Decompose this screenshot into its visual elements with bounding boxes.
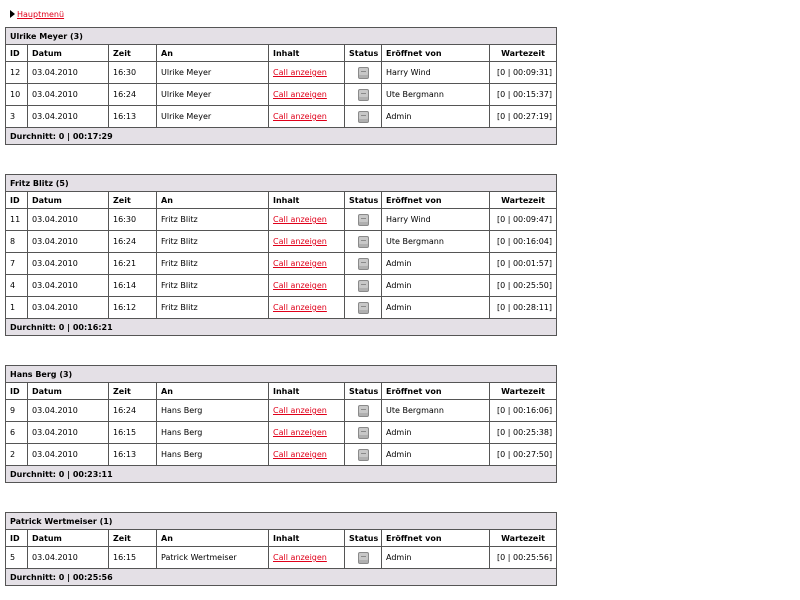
cell-eroeffnet: Admin bbox=[382, 547, 490, 569]
cell-datum: 03.04.2010 bbox=[28, 253, 109, 275]
column-header-id: ID bbox=[6, 192, 28, 209]
cell-wartezeit: [0 | 00:16:06] bbox=[490, 400, 557, 422]
show-call-link[interactable]: Call anzeigen bbox=[273, 237, 327, 246]
cell-eroeffnet: Admin bbox=[382, 297, 490, 319]
group-title: Ulrike Meyer (3) bbox=[6, 28, 557, 45]
cell-eroeffnet: Ute Bergmann bbox=[382, 84, 490, 106]
column-header-an: An bbox=[157, 45, 269, 62]
cell-datum: 03.04.2010 bbox=[28, 297, 109, 319]
cell-id: 2 bbox=[6, 444, 28, 466]
table-row bbox=[6, 106, 557, 128]
main-menu-link[interactable]: Hauptmenü bbox=[17, 9, 65, 19]
lock-icon bbox=[358, 427, 369, 439]
show-call-link[interactable]: Call anzeigen bbox=[273, 428, 327, 437]
cell-an: Hans Berg bbox=[157, 444, 269, 466]
cell-wartezeit: [0 | 00:09:31] bbox=[490, 62, 557, 84]
cell-an: Patrick Wertmeiser bbox=[157, 547, 269, 569]
column-header-wartezeit: Wartezeit bbox=[490, 192, 557, 209]
cell-zeit: 16:14 bbox=[109, 275, 157, 297]
cell-inhalt bbox=[269, 106, 345, 128]
table-row bbox=[6, 422, 557, 444]
group-title: Hans Berg (3) bbox=[6, 366, 557, 383]
show-call-link[interactable]: Call anzeigen bbox=[273, 281, 327, 290]
cell-id: 7 bbox=[6, 253, 28, 275]
lock-icon bbox=[358, 449, 369, 461]
cell-zeit: 16:12 bbox=[109, 297, 157, 319]
lock-icon bbox=[358, 236, 369, 248]
cell-id: 10 bbox=[6, 84, 28, 106]
column-header-inhalt: Inhalt bbox=[269, 192, 345, 209]
cell-status bbox=[345, 84, 382, 106]
cell-datum: 03.04.2010 bbox=[28, 209, 109, 231]
column-header-id: ID bbox=[6, 383, 28, 400]
cell-inhalt bbox=[269, 209, 345, 231]
column-header-zeit: Zeit bbox=[109, 192, 157, 209]
column-header-an: An bbox=[157, 383, 269, 400]
cell-wartezeit: [0 | 00:28:11] bbox=[490, 297, 557, 319]
column-header-eroeffnet: Eröffnet von bbox=[382, 192, 490, 209]
cell-zeit: 16:30 bbox=[109, 62, 157, 84]
column-header-inhalt: Inhalt bbox=[269, 530, 345, 547]
column-header-datum: Datum bbox=[28, 383, 109, 400]
call-group-table bbox=[5, 512, 557, 586]
cell-inhalt bbox=[269, 253, 345, 275]
lock-icon bbox=[358, 214, 369, 226]
cell-eroeffnet: Ute Bergmann bbox=[382, 400, 490, 422]
cell-datum: 03.04.2010 bbox=[28, 84, 109, 106]
cell-id: 9 bbox=[6, 400, 28, 422]
cell-wartezeit: [0 | 00:16:04] bbox=[490, 231, 557, 253]
cell-an: Fritz Blitz bbox=[157, 231, 269, 253]
cell-an: Ulrike Meyer bbox=[157, 62, 269, 84]
cell-datum: 03.04.2010 bbox=[28, 275, 109, 297]
column-header-status: Status bbox=[345, 192, 382, 209]
cell-id: 1 bbox=[6, 297, 28, 319]
cell-inhalt bbox=[269, 422, 345, 444]
table-row bbox=[6, 231, 557, 253]
cell-eroeffnet: Admin bbox=[382, 444, 490, 466]
cell-an: Hans Berg bbox=[157, 400, 269, 422]
table-row bbox=[6, 84, 557, 106]
group-average: Durchnitt: 0 | 00:23:11 bbox=[6, 466, 557, 483]
cell-datum: 03.04.2010 bbox=[28, 444, 109, 466]
cell-status bbox=[345, 106, 382, 128]
column-header-wartezeit: Wartezeit bbox=[490, 45, 557, 62]
cell-zeit: 16:24 bbox=[109, 84, 157, 106]
group-title: Fritz Blitz (5) bbox=[6, 175, 557, 192]
lock-icon bbox=[358, 258, 369, 270]
cell-eroeffnet: Harry Wind bbox=[382, 209, 490, 231]
show-call-link[interactable]: Call anzeigen bbox=[273, 215, 327, 224]
show-call-link[interactable]: Call anzeigen bbox=[273, 553, 327, 562]
column-header-datum: Datum bbox=[28, 530, 109, 547]
cell-id: 3 bbox=[6, 106, 28, 128]
column-header-id: ID bbox=[6, 530, 28, 547]
cell-status bbox=[345, 547, 382, 569]
column-header-id: ID bbox=[6, 45, 28, 62]
cell-wartezeit: [0 | 00:15:37] bbox=[490, 84, 557, 106]
cell-status bbox=[345, 297, 382, 319]
cell-wartezeit: [0 | 00:25:56] bbox=[490, 547, 557, 569]
table-row bbox=[6, 62, 557, 84]
table-row bbox=[6, 209, 557, 231]
call-group-table bbox=[5, 174, 557, 336]
cell-inhalt bbox=[269, 444, 345, 466]
cell-datum: 03.04.2010 bbox=[28, 62, 109, 84]
triangle-right-icon bbox=[10, 10, 15, 18]
cell-status bbox=[345, 275, 382, 297]
cell-wartezeit: [0 | 00:25:50] bbox=[490, 275, 557, 297]
cell-wartezeit: [0 | 00:09:47] bbox=[490, 209, 557, 231]
cell-datum: 03.04.2010 bbox=[28, 231, 109, 253]
cell-inhalt bbox=[269, 275, 345, 297]
cell-zeit: 16:15 bbox=[109, 422, 157, 444]
cell-zeit: 16:24 bbox=[109, 231, 157, 253]
cell-an: Fritz Blitz bbox=[157, 275, 269, 297]
lock-icon bbox=[358, 405, 369, 417]
cell-eroeffnet: Admin bbox=[382, 253, 490, 275]
cell-status bbox=[345, 422, 382, 444]
show-call-link[interactable]: Call anzeigen bbox=[273, 450, 327, 459]
cell-zeit: 16:24 bbox=[109, 400, 157, 422]
column-header-eroeffnet: Eröffnet von bbox=[382, 45, 490, 62]
table-row bbox=[6, 253, 557, 275]
cell-zeit: 16:21 bbox=[109, 253, 157, 275]
cell-an: Fritz Blitz bbox=[157, 209, 269, 231]
group-average: Durchnitt: 0 | 00:25:56 bbox=[6, 569, 557, 586]
cell-zeit: 16:13 bbox=[109, 444, 157, 466]
cell-id: 4 bbox=[6, 275, 28, 297]
cell-wartezeit: [0 | 00:27:50] bbox=[490, 444, 557, 466]
column-header-inhalt: Inhalt bbox=[269, 45, 345, 62]
cell-datum: 03.04.2010 bbox=[28, 400, 109, 422]
column-header-eroeffnet: Eröffnet von bbox=[382, 530, 490, 547]
column-header-an: An bbox=[157, 530, 269, 547]
column-header-wartezeit: Wartezeit bbox=[490, 383, 557, 400]
cell-status bbox=[345, 400, 382, 422]
lock-icon bbox=[358, 280, 369, 292]
show-call-link[interactable]: Call anzeigen bbox=[273, 406, 327, 415]
show-call-link[interactable]: Call anzeigen bbox=[273, 303, 327, 312]
group-title: Patrick Wertmeiser (1) bbox=[6, 513, 557, 530]
lock-icon bbox=[358, 111, 369, 123]
column-header-wartezeit: Wartezeit bbox=[490, 530, 557, 547]
column-header-status: Status bbox=[345, 383, 382, 400]
lock-icon bbox=[358, 67, 369, 79]
cell-inhalt bbox=[269, 231, 345, 253]
cell-eroeffnet: Ute Bergmann bbox=[382, 231, 490, 253]
cell-id: 8 bbox=[6, 231, 28, 253]
table-row bbox=[6, 444, 557, 466]
group-average: Durchnitt: 0 | 00:16:21 bbox=[6, 319, 557, 336]
cell-wartezeit: [0 | 00:25:38] bbox=[490, 422, 557, 444]
call-group-table bbox=[5, 365, 557, 483]
cell-an: Fritz Blitz bbox=[157, 253, 269, 275]
cell-datum: 03.04.2010 bbox=[28, 547, 109, 569]
lock-icon bbox=[358, 89, 369, 101]
column-header-status: Status bbox=[345, 530, 382, 547]
column-header-datum: Datum bbox=[28, 45, 109, 62]
table-row bbox=[6, 547, 557, 569]
lock-icon bbox=[358, 552, 369, 564]
cell-status bbox=[345, 62, 382, 84]
group-average: Durchnitt: 0 | 00:17:29 bbox=[6, 128, 557, 145]
column-header-zeit: Zeit bbox=[109, 383, 157, 400]
cell-datum: 03.04.2010 bbox=[28, 422, 109, 444]
cell-an: Hans Berg bbox=[157, 422, 269, 444]
cell-inhalt bbox=[269, 400, 345, 422]
cell-eroeffnet: Harry Wind bbox=[382, 62, 490, 84]
column-header-eroeffnet: Eröffnet von bbox=[382, 383, 490, 400]
cell-status bbox=[345, 253, 382, 275]
column-header-status: Status bbox=[345, 45, 382, 62]
cell-wartezeit: [0 | 00:01:57] bbox=[490, 253, 557, 275]
lock-icon bbox=[358, 302, 369, 314]
table-row bbox=[6, 275, 557, 297]
cell-eroeffnet: Admin bbox=[382, 106, 490, 128]
show-call-link[interactable]: Call anzeigen bbox=[273, 112, 327, 121]
cell-id: 5 bbox=[6, 547, 28, 569]
cell-id: 6 bbox=[6, 422, 28, 444]
cell-wartezeit: [0 | 00:27:19] bbox=[490, 106, 557, 128]
show-call-link[interactable]: Call anzeigen bbox=[273, 90, 327, 99]
cell-id: 11 bbox=[6, 209, 28, 231]
column-header-zeit: Zeit bbox=[109, 530, 157, 547]
cell-status bbox=[345, 209, 382, 231]
cell-an: Fritz Blitz bbox=[157, 297, 269, 319]
cell-an: Ulrike Meyer bbox=[157, 84, 269, 106]
cell-inhalt bbox=[269, 62, 345, 84]
column-header-zeit: Zeit bbox=[109, 45, 157, 62]
cell-eroeffnet: Admin bbox=[382, 275, 490, 297]
show-call-link[interactable]: Call anzeigen bbox=[273, 259, 327, 268]
table-row bbox=[6, 400, 557, 422]
cell-an: Ulrike Meyer bbox=[157, 106, 269, 128]
table-row bbox=[6, 297, 557, 319]
cell-zeit: 16:13 bbox=[109, 106, 157, 128]
cell-datum: 03.04.2010 bbox=[28, 106, 109, 128]
cell-id: 12 bbox=[6, 62, 28, 84]
call-group-table bbox=[5, 27, 557, 145]
show-call-link[interactable]: Call anzeigen bbox=[273, 68, 327, 77]
cell-inhalt bbox=[269, 547, 345, 569]
cell-status bbox=[345, 231, 382, 253]
main-menu-nav bbox=[10, 8, 64, 20]
cell-status bbox=[345, 444, 382, 466]
cell-eroeffnet: Admin bbox=[382, 422, 490, 444]
cell-inhalt bbox=[269, 297, 345, 319]
column-header-datum: Datum bbox=[28, 192, 109, 209]
cell-zeit: 16:15 bbox=[109, 547, 157, 569]
column-header-inhalt: Inhalt bbox=[269, 383, 345, 400]
column-header-an: An bbox=[157, 192, 269, 209]
cell-inhalt bbox=[269, 84, 345, 106]
cell-zeit: 16:30 bbox=[109, 209, 157, 231]
